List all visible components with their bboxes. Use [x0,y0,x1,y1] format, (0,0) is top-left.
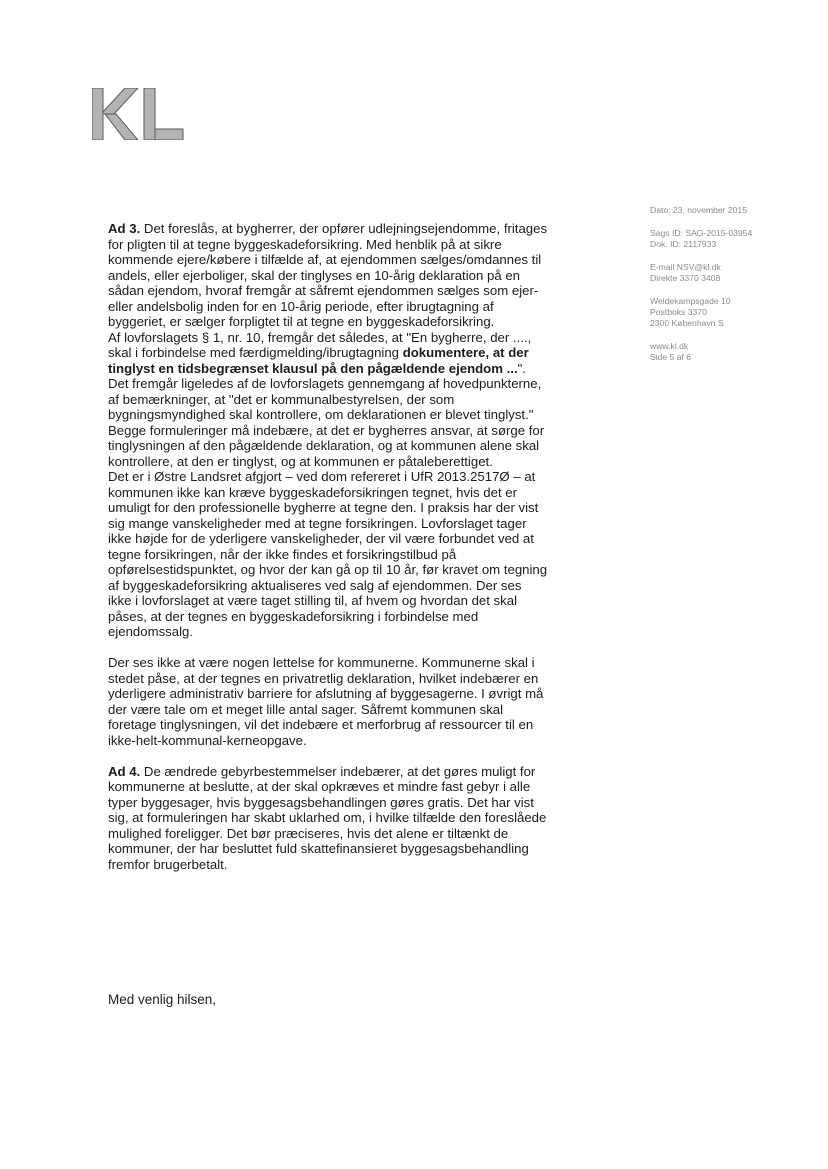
web-group [650,341,810,363]
ad3-text: Det foreslås, at bygherrer, der opfører udlejningsejendomme, fritages for pligten til at tegne byggeskadeforsikring. Med henblik på at sikre kommende ejere/købere i tilfælde af, at ejendommen sælges/omdannes til andels, eller ejerboliger, skal der tinglyses en 10-årig deklaration på en sådan ejendom, hvoraf fremgår at såfremt ejendommen sælges som ejer- eller andelsbolig inden for en 10-årig periode, efter ibrugtagning af byggeriet, er sælger forpligtet til at tegne en byggeskadeforsikring. [108,221,548,329]
paragraph-landsret: Det er i Østre Landsret afgjort – ved dom refereret i UfR 2013.2517Ø – at kommunen ikke kan kræve byggeskadeforsikringen tegnet, hvis det er umuligt for den professionelle bygherre at tegne den. I praksis har der vist sig mange vanskeligheder med at tegne forsikringen. Lovforslaget tager ikke højde for de yderligere vanskeligheder, der vil være forbundet ved at tegne forsikringen, når der ikke findes et forsikringstilbud på opførelsestidspunktet, og hvor der kan gå op til 10 år, før kravet om tegning af byggeskadeforsikring aktualiseres ved salg af ejendommen. Der ses ikke i lovforslaget at være taget stilling til, af hvem og hvordan det skal påses, at der tegnes en byggeskadeforsikring i forbindelse med ejendomssalg. [108,469,548,639]
paragraph-ad4 [108,764,548,873]
dok-id: Dok. ID: 2117933 [650,239,717,249]
sags-id: Sags ID: SAG-2015-03954 [650,228,753,238]
date-group [650,205,810,216]
kl-logo-mark [92,88,184,140]
p2-text-a: Af lovforslagets § 1, nr. 10, fremgår det således, at "En bygherre, der ...., skal i forbindelse med færdigmelding/ibrugtagning [108,329,532,360]
date: Dato: 23. november 2015 [650,205,747,215]
address-group [650,296,810,329]
address-line-3: 2300 København S [650,318,724,328]
p2-bold: dokumentere, at der tinglyst en tidsbegrænset klausul på den pågældende ejendom ... [108,345,529,376]
address-line-2: Postboks 3370 [650,307,707,317]
paragraph-ad3 [108,221,548,330]
letter-body [108,221,548,872]
paragraph-lettelse: Der ses ikke at være nogen lettelse for kommunerne. Kommunerne skal i stedet påse, at der tegnes en privatretlig deklaration, hvilket indebærer en yderligere administrativ barriere for afslutning af byggesagerne. I øvrigt må der være tale om et meget lille antal sager. Såfremt kommunen skal foretage tinglysningen, vil det indebære et merforbrug af ressourcer til en ikke-helt-kommunal-kerneopgave. [108,655,544,748]
paragraph-hovedpunkter: Det fremgår ligeledes af de lovforslagets gennemgang af hovedpunkterne, af bemærkninger, at "det er kommunalbestyrelsen, der som bygningsmyndighed skal kontrollere, om deklarationen er blevet tinglyst." Begge formuleringer må indebære, at det er bygherres ansvar, at sørge for tinglysningen af den pågældende deklaration, og at kommunen alene skal kontrollere, at den er tinglyst, og at kommunen er påtaleberettiget. [108,376,545,469]
website: www.kl.dk [650,341,689,351]
p2-text-b: ". [517,360,526,376]
paragraph-lovforslag [108,330,548,377]
letter-metadata [650,205,810,375]
kl-logo [92,88,184,140]
ad4-label: Ad 4. [108,763,141,779]
closing-greeting: Med venlig hilsen, [108,992,217,1007]
reference-group [650,228,810,250]
direct-phone: Direkte 3370 3408 [650,273,721,283]
ad3-label: Ad 3. [108,221,141,236]
ad4-text: De ændrede gebyrbestemmelser indebærer, at det gøres muligt for kommunerne at beslutte, at der skal opkræves et mindre fast gebyr i alle typer byggesager, hvis byggesagsbehandlingen gøres gratis. Det har vist sig, at formuleringen har skabt uklarhed om, i hvilke tilfælde den foreslåede mulighed foreligger. Det bør præciseres, hvis det alene er tiltænkt de kommuner, der har besluttet fuld skattefinansieret byggesagsbehandling fremfor brugerbetalt. [108,763,547,872]
page-number: Side 5 af 6 [650,352,692,362]
email: E-mail NSV@kl.dk [650,262,721,272]
contact-group [650,262,810,284]
address-line-1: Weidekampsgade 10 [650,296,731,306]
